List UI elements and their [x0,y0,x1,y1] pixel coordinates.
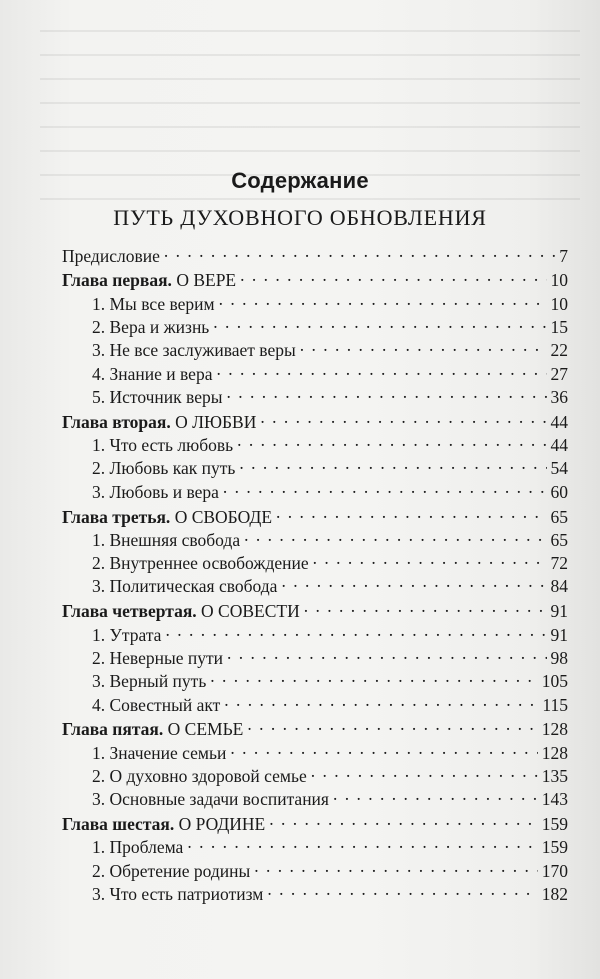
toc-row-chapter[interactable] [62,813,568,836]
section-title: 5. Источник веры [92,386,223,407]
toc-page-number: 60 [550,481,568,502]
dot-leader [269,813,538,831]
toc-row-chapter[interactable] [62,410,568,433]
toc-row-section[interactable] [62,859,568,882]
section-title: 3. Любовь и вера [92,481,219,502]
section-title: 2. Любовь как путь [92,458,236,479]
dot-leader [333,788,538,806]
toc-page-number: 44 [550,411,568,432]
toc-row-section[interactable] [62,883,568,906]
toc-row-section[interactable] [62,480,568,503]
section-title: 4. Совестный акт [92,694,221,715]
dot-leader [247,718,537,736]
chapter-title: О РОДИНЕ [178,814,266,835]
section-title: 3. Не все заслуживает веры [92,340,296,361]
toc-page-number: 44 [550,435,568,456]
toc-page-number: 91 [550,624,568,645]
chapter-heading [62,814,265,835]
section-title: 2. Обретение родины [92,860,251,881]
chapter-title: О СОВЕСТИ [201,601,300,622]
toc-row-section[interactable] [62,646,568,669]
chapter-title: О ВЕРЕ [176,270,237,291]
chapter-label: Глава шестая. [62,814,175,835]
dot-leader [224,693,538,711]
toc-page-number: 7 [559,245,568,266]
toc-page-number: 10 [550,293,568,314]
section-title: 3. Что есть патриотизм [92,884,264,905]
toc-page-number: 182 [541,884,568,905]
chapter-title: О СВОБОДЕ [174,506,273,527]
chapter-label: Глава третья. [62,506,171,527]
toc-row-section[interactable] [62,575,568,598]
section-title: 3. Основные задачи воспитания [92,789,329,810]
dot-leader [213,315,546,333]
toc-row-chapter[interactable] [62,718,568,741]
toc-row-section[interactable] [62,670,568,693]
toc-page-number: 15 [550,316,568,337]
section-title: 3. Верный путь [92,671,207,692]
section-title: 2. Внутреннее освобождение [92,553,309,574]
dot-leader [237,434,546,452]
toc-page-number: 27 [550,363,568,384]
dot-leader [300,339,547,357]
chapter-label: Глава вторая. [62,411,171,432]
chapter-title: О СЕМЬЕ [167,719,244,740]
toc-page-number: 115 [542,694,568,715]
toc-row-section[interactable] [62,693,568,716]
dot-leader [230,741,537,759]
toc-page-number: 91 [550,601,568,622]
dot-leader [276,505,546,523]
dot-leader [216,362,546,380]
dot-leader [313,552,547,570]
section-title: 1. Значение семьи [92,742,227,763]
toc-page-number: 36 [550,386,568,407]
toc-row-preface[interactable] [62,244,568,267]
toc-row-chapter[interactable] [62,505,568,528]
dot-leader [240,269,546,287]
section-title: 1. Внешняя свобода [92,529,241,550]
toc-page-number: 72 [550,553,568,574]
dot-leader [210,670,537,688]
section-title: 1. Мы все верим [92,293,215,314]
toc-page-number: 65 [550,529,568,550]
dot-leader [187,836,537,854]
chapter-label: Глава четвертая. [62,601,197,622]
section-title: 1. Утрата [92,624,162,645]
contents-heading: Содержание [231,168,369,193]
toc-row-section[interactable] [62,385,568,408]
dot-leader [254,859,538,877]
section-title: 2. Вера и жизнь [92,316,210,337]
dot-leader [304,600,547,618]
toc-page-number: 128 [541,719,568,740]
dot-leader [239,457,546,475]
dot-leader [267,883,537,901]
chapter-heading [62,270,236,291]
toc-page-number: 98 [550,647,568,668]
chapter-heading [62,412,256,433]
section-title: 4. Знание и вера [92,363,213,384]
dot-leader [164,244,555,262]
toc-page-number: 10 [550,270,568,291]
toc-row-section[interactable] [62,765,568,788]
book-title: ПУТЬ ДУХОВНОГО ОБНОВЛЕНИЯ [113,205,487,230]
toc-row-section[interactable] [62,362,568,385]
section-title: 3. Политическая свобода [92,576,278,597]
toc-page-number: 54 [550,458,568,479]
table-of-contents [62,244,568,906]
dot-leader [226,385,546,403]
toc-row-section[interactable] [62,741,568,764]
toc-entry-title: Предисловие [62,245,160,266]
chapter-title: О ЛЮБВИ [175,411,257,432]
toc-page-number: 135 [541,766,568,786]
chapter-heading [62,719,243,740]
toc-page-number: 128 [541,742,568,763]
dot-leader [260,410,546,428]
toc-row-section[interactable] [62,788,568,811]
section-title: 2. Неверные пути [92,647,223,668]
toc-row-section[interactable] [62,457,568,480]
toc-page-number: 170 [541,860,568,881]
toc-page-number: 22 [550,340,568,361]
toc-row-section[interactable] [62,623,568,646]
dot-leader [223,480,547,498]
toc-page-number: 84 [550,576,568,597]
toc-row-section[interactable] [62,434,568,457]
dot-leader [219,292,547,310]
toc-row-chapter[interactable] [62,600,568,623]
chapter-heading [62,507,272,528]
section-title: 1. Проблема [92,837,184,858]
toc-page-number: 159 [541,814,568,835]
toc-row-section[interactable] [62,528,568,551]
section-title: 1. Что есть любовь [92,435,234,456]
toc-row-chapter[interactable] [62,269,568,292]
toc-row-section[interactable] [62,315,568,338]
toc-row-section[interactable] [62,836,568,859]
toc-row-section[interactable] [62,339,568,362]
toc-row-section[interactable] [62,292,568,315]
dot-leader [227,646,547,664]
toc-page-number: 143 [541,789,568,810]
dot-leader [244,528,546,546]
toc-page-number: 65 [550,506,568,527]
dot-leader [311,765,538,783]
chapter-heading [62,601,300,622]
toc-page-number: 159 [541,837,568,858]
dot-leader [281,575,546,593]
section-title: 2. О духовно здоровой семье [92,766,307,786]
chapter-label: Глава пятая. [62,719,164,740]
toc-row-section[interactable] [62,552,568,575]
toc-page-number: 105 [541,671,568,692]
chapter-label: Глава первая. [62,270,172,291]
dot-leader [165,623,546,641]
